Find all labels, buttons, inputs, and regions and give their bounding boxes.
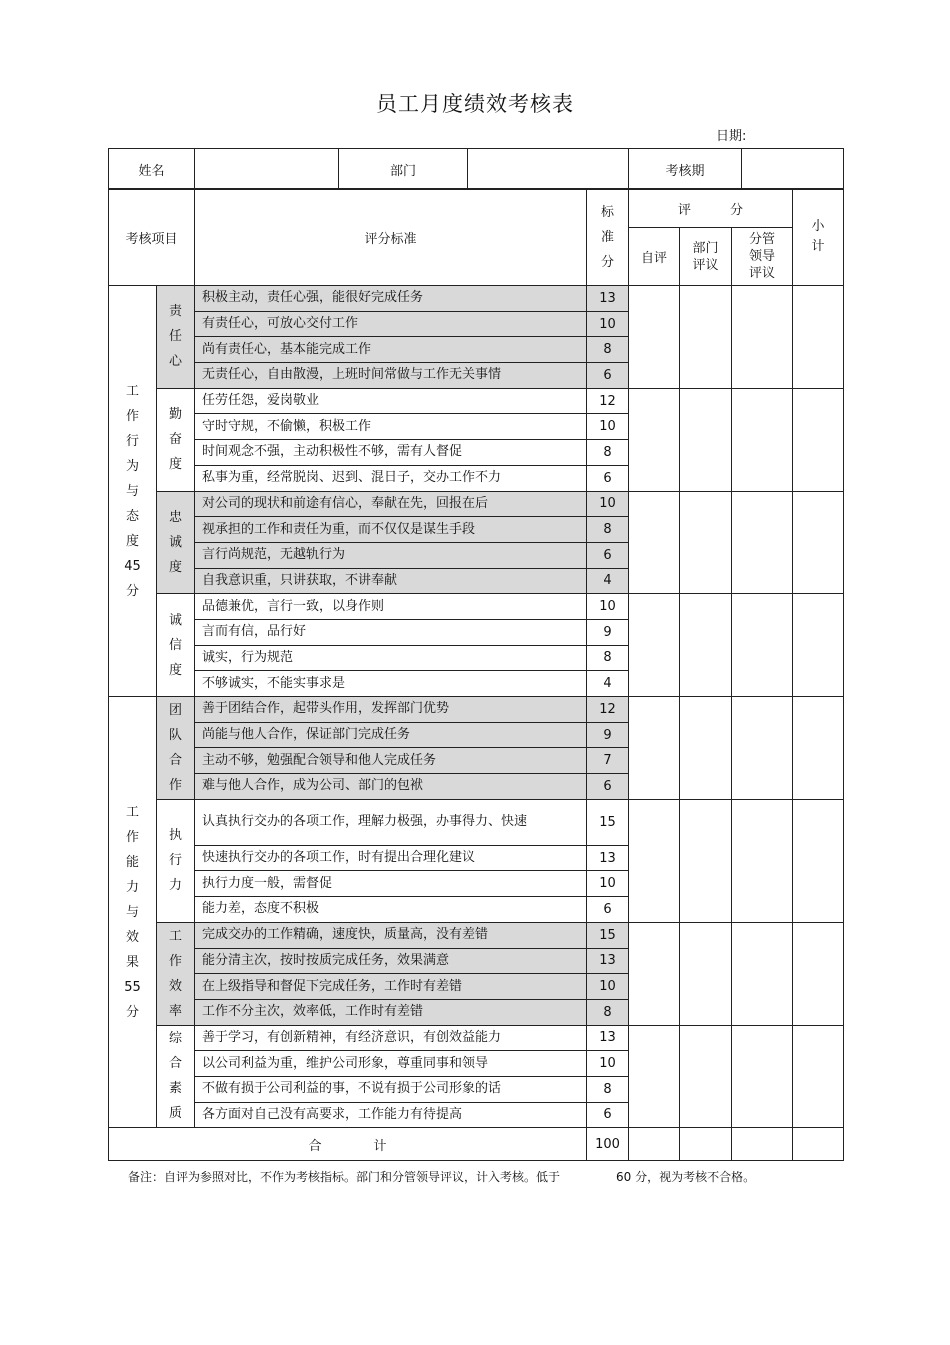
standard-score-cell: 8 [587, 1076, 629, 1102]
standard-score-cell: 6 [587, 1102, 629, 1128]
self-header: 自评 [629, 228, 680, 286]
group-label: 工 作 效 率 [157, 922, 195, 1025]
standard-score-cell: 10 [587, 1051, 629, 1077]
footnote-part1: 备注：自评为参照对比，不作为考核指标。部门和分管领导评议，计入考核。低于 [128, 1170, 561, 1184]
section-label: 工 作 能 力 与 效 果 55 分 [109, 697, 157, 1128]
subtotal-cell[interactable] [793, 286, 844, 389]
group-label: 勤 奋 度 [157, 388, 195, 491]
group-label: 团 队 合 作 [157, 697, 195, 800]
standard-score-cell: 15 [587, 799, 629, 845]
subtotal-cell[interactable] [793, 799, 844, 922]
leader-score-cell[interactable] [732, 594, 793, 697]
table-row [109, 286, 844, 312]
dept-score-cell[interactable] [680, 799, 732, 922]
standard-score-cell: 9 [587, 619, 629, 645]
leader-score-cell[interactable] [732, 286, 793, 389]
name-field[interactable] [195, 149, 339, 190]
leader-score-cell[interactable] [732, 922, 793, 1025]
evaluation-table [108, 188, 844, 1161]
criteria-cell: 认真执行交办的各项工作，理解力极强，办事得力、快速 [195, 799, 587, 845]
footnote [128, 1168, 755, 1185]
standard-score-cell: 6 [587, 542, 629, 568]
subtotal-cell[interactable] [793, 594, 844, 697]
standard-score-cell: 13 [587, 1025, 629, 1051]
self-score-cell[interactable] [629, 922, 680, 1025]
standard-score-cell: 10 [587, 871, 629, 897]
group-label: 忠 诚 度 [157, 491, 195, 594]
criteria-cell: 主动不够，勉强配合领导和他人完成任务 [195, 748, 587, 774]
criteria-cell: 任劳任怨，爱岗敬业 [195, 388, 587, 414]
self-score-cell[interactable] [629, 491, 680, 594]
standard-header: 标 准 分 [587, 189, 629, 286]
criteria-cell: 完成交办的工作精确，速度快，质量高，没有差错 [195, 922, 587, 948]
group-label: 综 合 素 质 [157, 1025, 195, 1128]
standard-score-cell: 6 [587, 897, 629, 923]
footnote-part2: 60 分，视为考核不合格。 [616, 1170, 756, 1184]
criteria-cell: 能力差，态度不积极 [195, 897, 587, 923]
dept-review-header: 部门 评议 [680, 228, 732, 286]
criteria-cell: 执行力度一般，需督促 [195, 871, 587, 897]
criteria-cell: 自我意识重，只讲获取，不讲奉献 [195, 568, 587, 594]
subtotal-header: 小 计 [793, 189, 844, 286]
criteria-cell: 能分清主次，按时按质完成任务，效果满意 [195, 948, 587, 974]
standard-score-cell: 13 [587, 845, 629, 871]
total-label: 合 计 [109, 1128, 587, 1161]
subtotal-cell[interactable] [793, 1025, 844, 1128]
page-title: 员工月度绩效考核表 [376, 92, 574, 116]
period-field[interactable] [742, 149, 844, 190]
table-row [109, 388, 844, 414]
group-label: 诚 信 度 [157, 594, 195, 697]
self-score-cell[interactable] [629, 388, 680, 491]
criteria-cell: 视承担的工作和责任为重，而不仅仅是谋生手段 [195, 517, 587, 543]
standard-score-cell: 12 [587, 388, 629, 414]
total-leader-cell[interactable] [732, 1128, 793, 1161]
criteria-cell: 言行尚规范，无越轨行为 [195, 542, 587, 568]
standard-score-cell: 8 [587, 645, 629, 671]
total-dept-cell[interactable] [680, 1128, 732, 1161]
subtotal-cell[interactable] [793, 388, 844, 491]
criteria-cell: 时间观念不强，主动积极性不够，需有人督促 [195, 440, 587, 466]
table-row [109, 922, 844, 948]
standard-score-cell: 15 [587, 922, 629, 948]
info-table [108, 148, 844, 190]
criteria-header: 评分标准 [195, 189, 587, 286]
standard-score-cell: 7 [587, 748, 629, 774]
criteria-cell: 无责任心，自由散漫，上班时间常做与工作无关事情 [195, 363, 587, 389]
dept-field[interactable] [468, 149, 629, 190]
subtotal-cell[interactable] [793, 491, 844, 594]
criteria-cell: 尚有责任心，基本能完成工作 [195, 337, 587, 363]
item-header: 考核项目 [109, 189, 195, 286]
self-score-cell[interactable] [629, 697, 680, 800]
total-subtotal-cell[interactable] [793, 1128, 844, 1161]
self-score-cell[interactable] [629, 799, 680, 922]
criteria-cell: 各方面对自己没有高要求，工作能力有待提高 [195, 1102, 587, 1128]
table-row [109, 799, 844, 845]
date-label: 日期: [716, 129, 747, 144]
name-label: 姓名 [109, 149, 195, 190]
criteria-cell: 善于团结合作，起带头作用，发挥部门优势 [195, 697, 587, 723]
subtotal-cell[interactable] [793, 697, 844, 800]
dept-score-cell[interactable] [680, 1025, 732, 1128]
leader-score-cell[interactable] [732, 799, 793, 922]
standard-score-cell: 8 [587, 999, 629, 1025]
criteria-cell: 工作不分主次，效率低，工作时有差错 [195, 999, 587, 1025]
leader-score-cell[interactable] [732, 388, 793, 491]
standard-score-cell: 13 [587, 948, 629, 974]
standard-score-cell: 10 [587, 414, 629, 440]
dept-score-cell[interactable] [680, 922, 732, 1025]
leader-score-cell[interactable] [732, 697, 793, 800]
standard-score-cell: 4 [587, 671, 629, 697]
criteria-cell: 不做有损于公司利益的事，不说有损于公司形象的话 [195, 1076, 587, 1102]
standard-score-cell: 13 [587, 286, 629, 312]
dept-score-cell[interactable] [680, 491, 732, 594]
criteria-cell: 对公司的现状和前途有信心，奉献在先，回报在后 [195, 491, 587, 517]
criteria-cell: 善于学习，有创新精神，有经济意识，有创效益能力 [195, 1025, 587, 1051]
standard-score-cell: 4 [587, 568, 629, 594]
dept-score-cell[interactable] [680, 388, 732, 491]
standard-score-cell: 10 [587, 491, 629, 517]
dept-label: 部门 [339, 149, 468, 190]
criteria-cell: 尚能与他人合作，保证部门完成任务 [195, 722, 587, 748]
table-row [109, 491, 844, 517]
standard-score-cell: 10 [587, 311, 629, 337]
criteria-cell: 私事为重，经常脱岗、迟到、混日子，交办工作不力 [195, 465, 587, 491]
table-row [109, 697, 844, 723]
group-label: 执 行 力 [157, 799, 195, 922]
standard-score-cell: 8 [587, 337, 629, 363]
criteria-cell: 以公司利益为重，维护公司形象，尊重同事和领导 [195, 1051, 587, 1077]
standard-score-cell: 9 [587, 722, 629, 748]
criteria-cell: 有责任心，可放心交付工作 [195, 311, 587, 337]
standard-score-cell: 10 [587, 594, 629, 620]
period-label: 考核期 [629, 149, 742, 190]
table-row [109, 1025, 844, 1051]
standard-score-cell: 8 [587, 517, 629, 543]
standard-score-cell: 6 [587, 774, 629, 800]
leader-score-cell[interactable] [732, 491, 793, 594]
self-score-cell[interactable] [629, 1025, 680, 1128]
criteria-cell: 不够诚实，不能实事求是 [195, 671, 587, 697]
criteria-cell: 难与他人合作，成为公司、部门的包袱 [195, 774, 587, 800]
group-label: 责 任 心 [157, 286, 195, 389]
standard-score-cell: 12 [587, 697, 629, 723]
leader-review-header: 分管 领导 评议 [732, 228, 793, 286]
standard-score-cell: 8 [587, 440, 629, 466]
dept-score-cell[interactable] [680, 697, 732, 800]
score-header: 评 分 [629, 189, 793, 228]
section-label: 工 作 行 为 与 态 度 45 分 [109, 286, 157, 697]
dept-score-cell[interactable] [680, 286, 732, 389]
criteria-cell: 品德兼优，言行一致，以身作则 [195, 594, 587, 620]
criteria-cell: 守时守规，不偷懒，积极工作 [195, 414, 587, 440]
table-row [109, 594, 844, 620]
total-self-cell[interactable] [629, 1128, 680, 1161]
total-row [109, 1128, 844, 1161]
dept-score-cell[interactable] [680, 594, 732, 697]
standard-score-cell: 10 [587, 974, 629, 1000]
criteria-cell: 快速执行交办的各项工作，时有提出合理化建议 [195, 845, 587, 871]
self-score-cell[interactable] [629, 594, 680, 697]
leader-score-cell[interactable] [732, 1025, 793, 1128]
subtotal-cell[interactable] [793, 922, 844, 1025]
total-score: 100 [587, 1128, 629, 1161]
criteria-cell: 诚实，行为规范 [195, 645, 587, 671]
standard-score-cell: 6 [587, 465, 629, 491]
criteria-cell: 在上级指导和督促下完成任务，工作时有差错 [195, 974, 587, 1000]
criteria-cell: 积极主动，责任心强，能很好完成任务 [195, 286, 587, 312]
standard-score-cell: 6 [587, 363, 629, 389]
criteria-cell: 言而有信，品行好 [195, 619, 587, 645]
self-score-cell[interactable] [629, 286, 680, 389]
